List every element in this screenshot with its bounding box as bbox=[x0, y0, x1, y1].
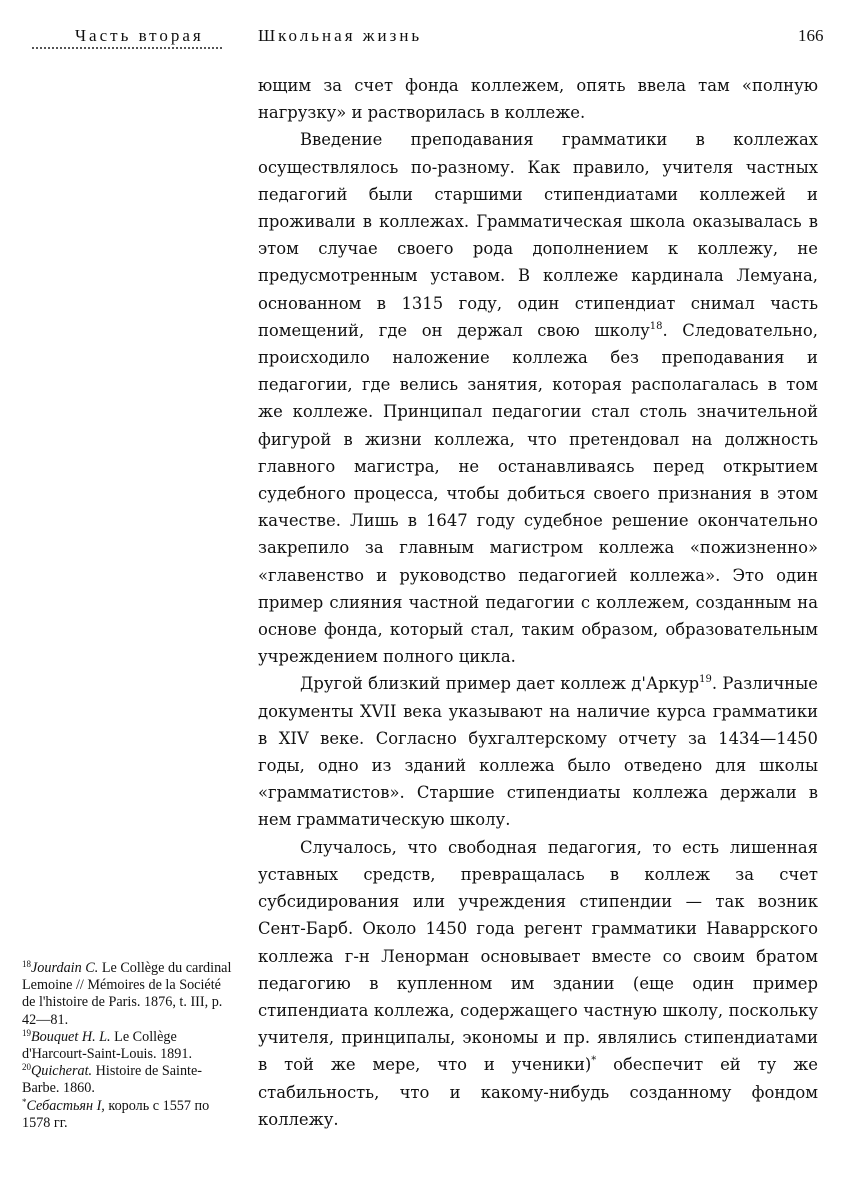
main-text-column bbox=[258, 72, 818, 1133]
footnote-author: Quicherat. bbox=[31, 1063, 93, 1080]
header-chapter-title: Школьная жизнь bbox=[258, 26, 423, 45]
page-number: 166 bbox=[798, 26, 824, 45]
header-part-title: Часть вторая bbox=[75, 26, 204, 45]
footnote-text: Le Collège d'Harcourt-Saint-Louis. 1891. bbox=[22, 1028, 193, 1063]
footnote bbox=[22, 1029, 234, 1063]
paragraph: ющим за счет фонда коллежем, опять ввела там «полную нагрузку» и растворилась в коллеже. bbox=[258, 76, 818, 123]
footnote-mark: * bbox=[22, 1096, 27, 1107]
paragraph: Введение преподавания грамматики в коллежах осуществлялось по-разному. Как правило, учителя частных педагогий были старшими стипендиатами коллежей и проживали в коллежах. Грамматическая школа оказывалась в этом случае своего рода дополнением к коллежу, не предусмотренным уставом. В коллеже кардинала Лемуана, основанном в 1315 году, один стипендиат снимал часть помещений, где он держал свою школу$^{18}$. Следовательно, происходило наложение коллежа без преподавания и педагогии, где велись занятия, которая располагалась в том же коллеже. Принципал педагогии стал столь значительной фигурой в жизни коллежа, что претендовал на должность главного магистра, не останавливаясь перед открытием судебного процесса, чтобы добиться своего признания в этом качестве. Лишь в 1647 году судебное решение окончательно закрепило за главным магистром коллежа «пожизненно» «главенство и руководство педагогией коллежа». Это один пример слияния частной педагогии с коллежем, созданным на основе фонда, который стал, таким образом, образовательным учреждением полного цикла. bbox=[258, 130, 818, 667]
footnote-mark: 19 bbox=[22, 1027, 31, 1038]
footnote bbox=[22, 1063, 234, 1097]
paragraph: Другой близкий пример дает коллеж д'Аркур$^{19}$. Различные документы XVII века указывают на наличие курса грамматики в XIV веке. Согласно бухгалтерскому отчету за 1434—1450 годы, одно из зданий коллежа было отведено для школы «грамматистов». Старшие стипендиаты коллежа держали в нем грамматическую школу. bbox=[258, 674, 818, 830]
footnote-ref: * bbox=[591, 1055, 597, 1067]
footnote-ref: 18 bbox=[649, 320, 663, 332]
footnote-author: Себастьян I, bbox=[26, 1097, 105, 1114]
footnote-author: Bouquet H. L. bbox=[31, 1028, 111, 1045]
footnote-ref: 19 bbox=[699, 674, 712, 686]
footnote-text: Histoire de Sainte-Barbe. 1860. bbox=[22, 1063, 203, 1097]
header-divider bbox=[32, 47, 222, 49]
footnote-author: Jourdain C. bbox=[31, 960, 99, 976]
footnote-mark: 20 bbox=[22, 1062, 31, 1073]
paragraph: Случалось, что свободная педагогия, то есть лишенная уставных средств, превращалась в коллеж за счет субсидирования или учреждения стипендии — так возник Сент-Барб. Около 1450 года регент грамматики Наваррского коллежа г-н Ленорман основывает вместе со своим братом педагогию в купленном им здании (еще один пример стипендиата коллежа, содержащего частную школу, поскольку учителя, принципалы, экономы и пр. являлись стипендиатами в той же мере, что и ученики)* обеспечит ей ту же стабильность, что и какому-нибудь созданному фондом коллежу. bbox=[258, 837, 818, 1129]
footnote-text: король с 1557 по 1578 гг. bbox=[22, 1097, 210, 1131]
footnote bbox=[22, 960, 234, 1029]
footnotes-column bbox=[22, 960, 234, 1132]
footnote bbox=[22, 1098, 234, 1132]
footnote-mark: 18 bbox=[22, 959, 31, 969]
footnote-text: Le Collège du cardinal Lemoine // Mémoires de la Société de l'histoire de Paris. 1876, t. III, p. 42—81. bbox=[22, 960, 232, 1028]
